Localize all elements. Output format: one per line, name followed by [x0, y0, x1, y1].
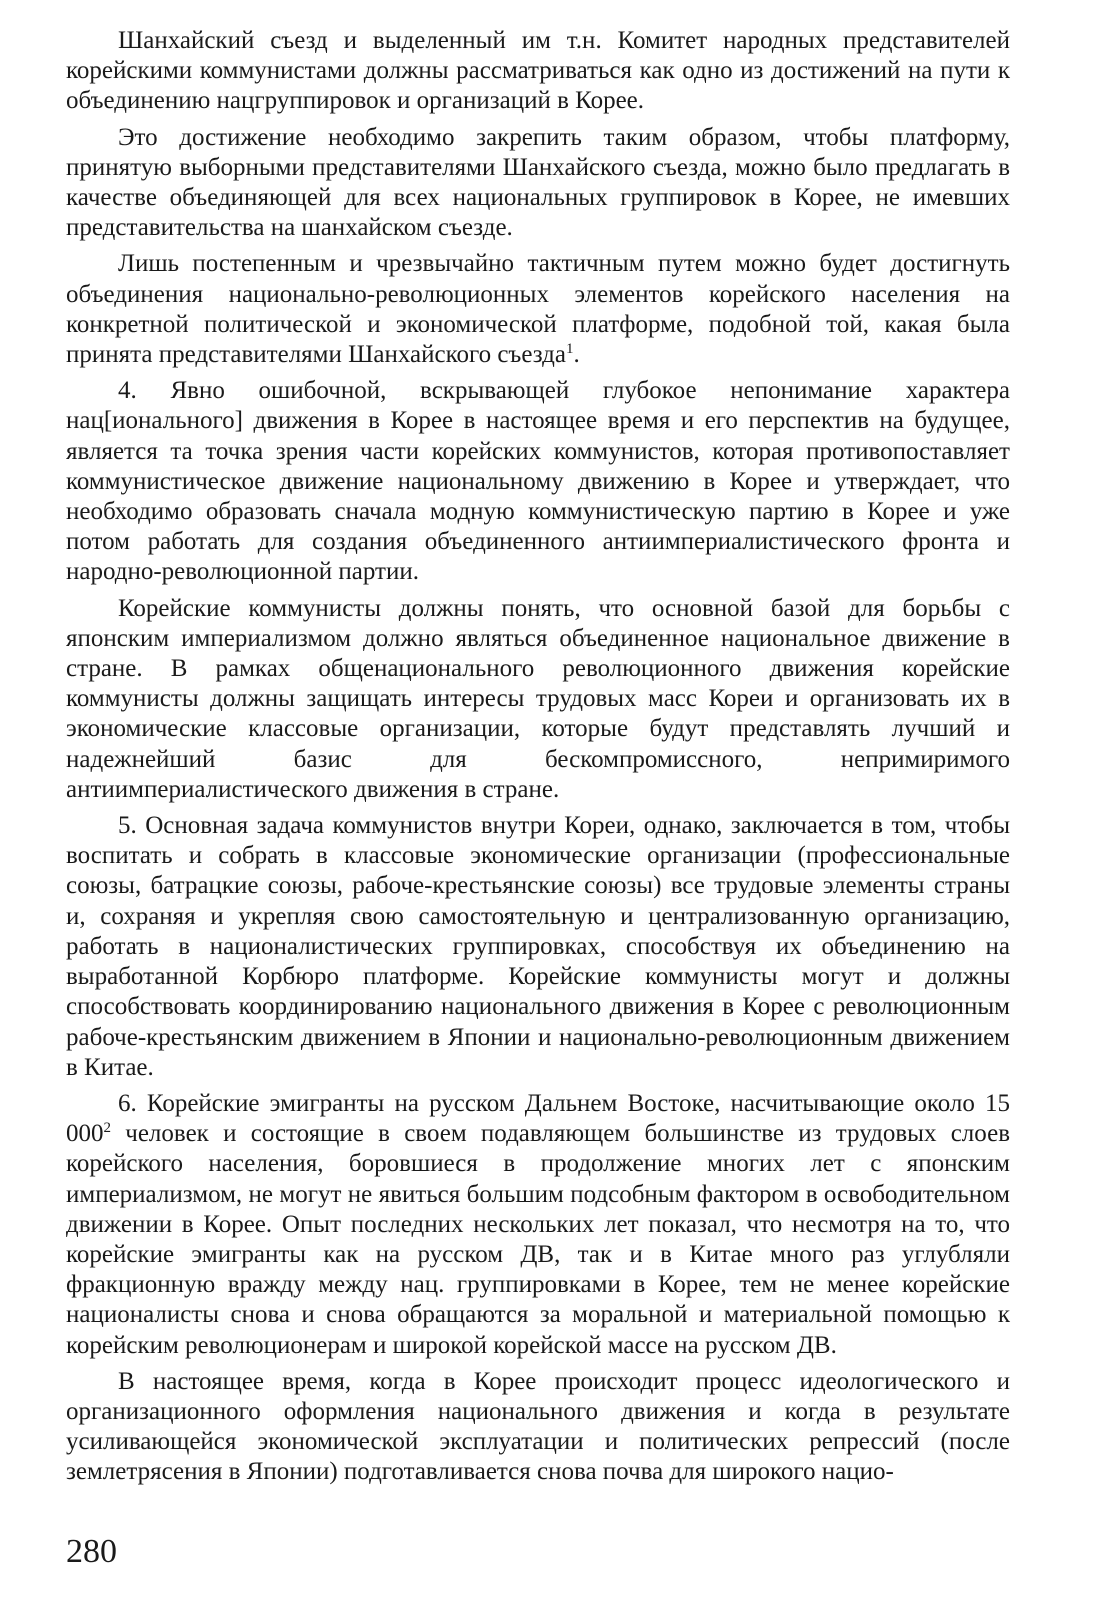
paragraph-6-text: 5. Основная задача коммунистов внутри Кореи, однако, заключается в том, чтобы воспитать и собрать в классовые экономические организации (профессиональные союзы, батрацкие союзы, рабоче-крестьянские союзы) все трудовые элементы страны и, сохраняя и укрепляя свою самостоятельную и централизованную организацию, работать в националистических группировках, способствуя их объединению на выработанной Корбюро платформе. Корейские коммунисты могут и должны способствовать координированию национального движения в Корее с революционным рабоче-крестьянским движением в Японии и национально-революционным движением в Китае.: [66, 812, 1010, 1081]
paragraph-3: [66, 249, 1010, 370]
page-number: 280: [66, 1533, 117, 1570]
document-body: [66, 26, 1010, 1494]
paragraph-7-text: 6. Корейские эмигранты на русском Дальнем Востоке, насчитывающие около 15 000: [66, 1089, 1010, 1148]
paragraph-1-text: Шанхайский съезд и выделенный им т.н. Комитет народных представителей корейскими коммунистами должны рассматриваться как одно из достижений на пути к объединению нацгруппировок и организаций в Корее.: [66, 27, 1010, 115]
footnote-marker-2: 2: [103, 1120, 111, 1137]
paragraph-8-text: В настоящее время, когда в Корее происходит процесс идеологического и организационного оформления национального движения и когда в результате усиливающейся экономической эксплуатации и политических репрессий (после землетрясения в Японии) подготавливается снова почва для широкого нацио-: [66, 1367, 1010, 1486]
paragraph-6: [66, 811, 1010, 1083]
footnote-marker-1: 1: [566, 341, 574, 358]
paragraph-8: [66, 1367, 1010, 1488]
paragraph-5: [66, 594, 1010, 805]
paragraph-7-tail: человек и состоящие в своем подавляющем большинстве из трудовых слоев корейского населения, боровшиеся в продолжение многих лет с японским империализмом, не могут не явиться большим подсобным фактором в освободительном движении в Корее. Опыт последних нескольких лет показал, что несмотря на то, что корейские эмигранты как на русском ДВ, так и в Китае много раз углубляли фракционную вражду между нац. группировками в Корее, тем не менее корейские националисты снова и снова обращаются за моральной и материальной помощью к корейским революционерам и широкой корейской массе на русском ДВ.: [66, 1120, 1010, 1359]
paragraph-3-text: Лишь постепенным и чрезвычайно тактичным путем можно будет достигнуть объединения национально-революционных элементов корейского населения на конкретной политической и экономической платформе, подобной той, какая была принята представителями Шанхайского съезда: [66, 250, 1010, 369]
paragraph-2-text: Это достижение необходимо закрепить таким образом, чтобы платформу, принятую выборными представителями Шанхайского съезда, можно было предлагать в качестве объединяющей для всех национальных группировок в Корее, не имевших представительства на шанхайском съезде.: [66, 123, 1010, 242]
paragraph-3-tail: .: [573, 341, 580, 369]
paragraph-4: [66, 376, 1010, 587]
paragraph-7: [66, 1089, 1010, 1361]
paragraph-5-text: Корейские коммунисты должны понять, что основной базой для борьбы с японским империализмом должно являться объединенное национальное движение в стране. В рамках общенационального революционного движения корейские коммунисты должны защищать интересы трудовых масс Кореи и организовать их в экономические классовые организации, которые будут представлять лучший и надежнейший базис для бескомпромиссного, непримиримого антиимпериалистического движения в стране.: [66, 594, 1010, 803]
paragraph-1: [66, 26, 1010, 117]
paragraph-4-text: 4. Явно ошибочной, вскрывающей глубокое непонимание характера нац[ионального] движения в Корее в настоящее время и его перспектив на будущее, является та точка зрения части корейских коммунистов, которая противопоставляет коммунистическое движение национальному движению в Корее и утверждает, что необходимо образовать сначала модную коммунистическую партию в Корее и уже потом работать для создания объединенного антиимпериалистического фронта и народно-революционной партии.: [66, 377, 1010, 586]
paragraph-2: [66, 123, 1010, 244]
